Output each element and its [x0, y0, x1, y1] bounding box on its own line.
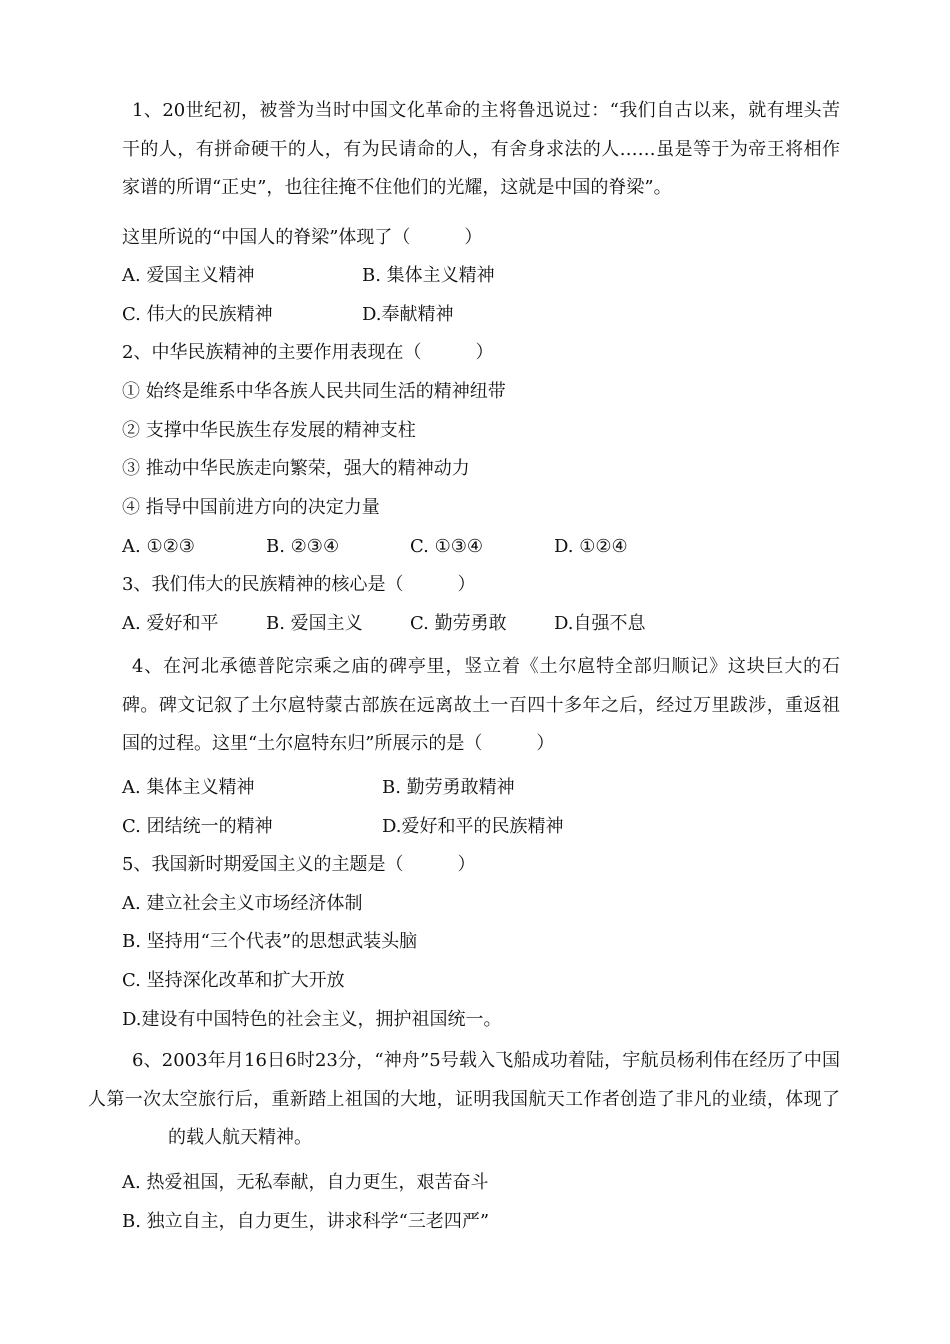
q2-option-b: B. ②③④ [266, 536, 340, 557]
q4-stem: 4、在河北承德普陀宗乘之庙的碑亭里，竖立着《土尔扈特全部归顺记》这块巨大的石碑。碑文记叙了土尔扈特蒙古部族在远离故土一百四十多年之后，经过万里跋涉，重返祖国的过程。这里“土尔扈特东归”所展示的是（ ） [122, 656, 840, 754]
q5-option-a: A. 建立社会主义市场经济体制 [122, 893, 363, 914]
q6-option-a: A. 热爱祖国，无私奉献，自力更生，艰苦奋斗 [122, 1172, 489, 1193]
q2-option-d: D. ①②④ [554, 536, 628, 557]
q2-item-4: ④ 指导中国前进方向的决定力量 [122, 497, 380, 518]
q1-option-b: B. 集体主义精神 [362, 265, 495, 286]
q2-item-1: ① 始终是维系中华各族人民共同生活的精神纽带 [122, 381, 506, 402]
q3-option-c: C. 勤劳勇敢 [410, 613, 507, 634]
q5-option-d: D.建设有中国特色的社会主义，拥护祖国统一。 [122, 1009, 502, 1030]
q2-item-3: ③ 推动中华民族走向繁荣，强大的精神动力 [122, 458, 470, 479]
q1-option-a: A. 爱国主义精神 [122, 265, 255, 286]
q4-option-d: D.爱好和平的民族精神 [382, 816, 564, 837]
q4-option-b: B. 勤劳勇敢精神 [382, 777, 515, 798]
q6-stem [88, 1042, 840, 1158]
q2-option-a: A. ①②③ [122, 536, 195, 557]
q3-option-d: D.自强不息 [554, 613, 646, 634]
q4-option-a: A. 集体主义精神 [122, 777, 255, 798]
q6-stem-part2: 的载人航天精神。 [168, 1127, 312, 1148]
q1-option-c: C. 伟大的民族精神 [122, 304, 273, 325]
q5-option-b: B. 坚持用“三个代表”的思想武装头脑 [122, 931, 418, 952]
q2-question: 2、中华民族精神的主要作用表现在（ ） [122, 342, 494, 363]
q5-option-c: C. 坚持深化改革和扩大开放 [122, 970, 345, 991]
q3-option-b: B. 爱国主义 [266, 613, 363, 634]
q2-option-c: C. ①③④ [410, 536, 483, 557]
q6-option-b: B. 独立自主，自力更生，讲求科学“三老四严” [122, 1211, 490, 1232]
q1-option-d: D.奉献精神 [362, 304, 454, 325]
q3-question: 3、我们伟大的民族精神的核心是（ ） [122, 574, 476, 595]
q1-question: 这里所说的“中国人的脊梁”体现了（ ） [122, 227, 483, 248]
q6-stem-part1: 6、2003年月16日6时23分，“神舟”5号载入飞船成功着陆，宇航员杨利伟在经历了中国人第一次太空旅行后，重新踏上祖国的大地，证明我国航天工作者创造了非凡的业绩，体现了 [88, 1050, 840, 1110]
q2-item-2: ② 支撑中华民族生存发展的精神支柱 [122, 420, 416, 441]
q3-option-a: A. 爱好和平 [122, 613, 219, 634]
q4-option-c: C. 团结统一的精神 [122, 816, 273, 837]
q5-question: 5、我国新时期爱国主义的主题是（ ） [122, 854, 476, 875]
q1-stem: 1、20世纪初，被誉为当时中国文化革命的主将鲁迅说过：“我们自古以来，就有埋头苦干的人，有拼命硬干的人，有为民请命的人，有舍身求法的人……虽是等于为帝王将相作家谱的所谓“正史”，也往往掩不住他们的光耀，这就是中国的脊梁”。 [122, 100, 840, 198]
